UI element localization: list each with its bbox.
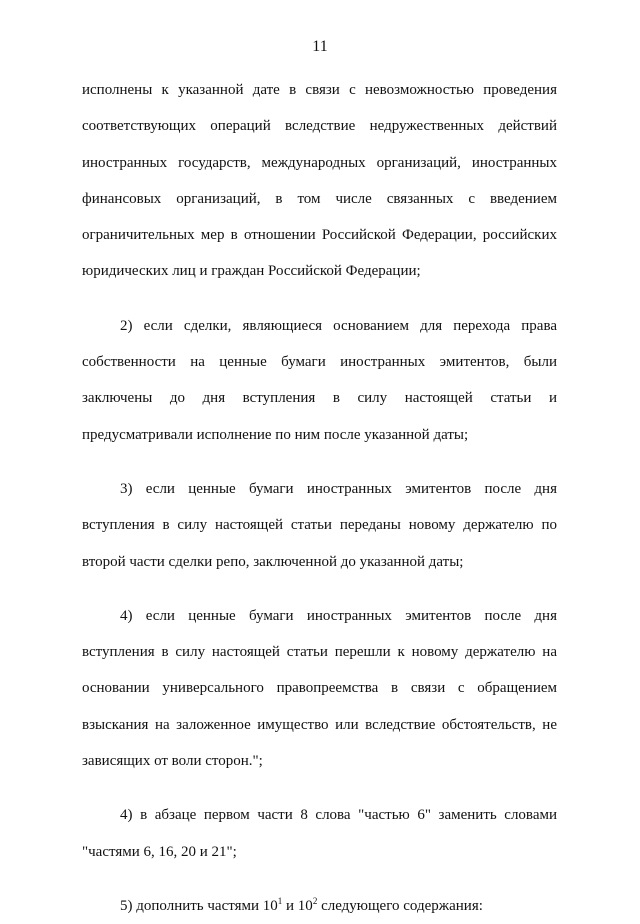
- paragraph-amendment-4: 4) в абзаце первом части 8 слова "частью 6" заменить словами "частями 6, 16, 20 и 21";: [82, 807, 557, 860]
- paragraph-item-4: 4) если ценные бумаги иностранных эмитентов после дня вступления в силу настоящей статьи перешли к новому держателю на основании универсального правопреемства в связи с обращением взыскания на заложенное имущество или вследствие обстоятельств, не зависящих от воли сторон.";: [82, 607, 557, 770]
- paragraph-amendment-5: [82, 888, 557, 924]
- paragraph-item-3: 3) если ценные бумаги иностранных эмитентов после дня вступления в силу настоящей статьи переданы новому держателю по второй части сделки репо, заключенной до указанной даты;: [82, 480, 557, 570]
- paragraph-continuation: исполнены к указанной дате в связи с невозможностью проведения соответствующих операций вследствие недружественных действий иностранных государств, международных организаций, иностранных финансовых организаций, в том числе связанных с введением ограничительных мер в отношении Российской Федерации, российских юридических лиц и граждан Российской Федерации;: [82, 82, 557, 280]
- paragraph-item-2: 2) если сделки, являющиеся основанием для перехода права собственности на ценные бумаги иностранных эмитентов, были заключены до дня вступления в силу настоящей статьи и предусматривали исполнение по ним после указанной даты;: [82, 317, 557, 443]
- document-body: [82, 72, 557, 924]
- amendment-5-text-before: 5) дополнить частями 10: [120, 897, 278, 914]
- page-number: 11: [312, 38, 328, 55]
- amendment-5-text-after: следующего содержания:: [317, 897, 483, 914]
- superscript-1: 1: [277, 895, 283, 906]
- amendment-5-text-middle: и 10: [282, 897, 313, 914]
- superscript-2: 2: [312, 895, 318, 906]
